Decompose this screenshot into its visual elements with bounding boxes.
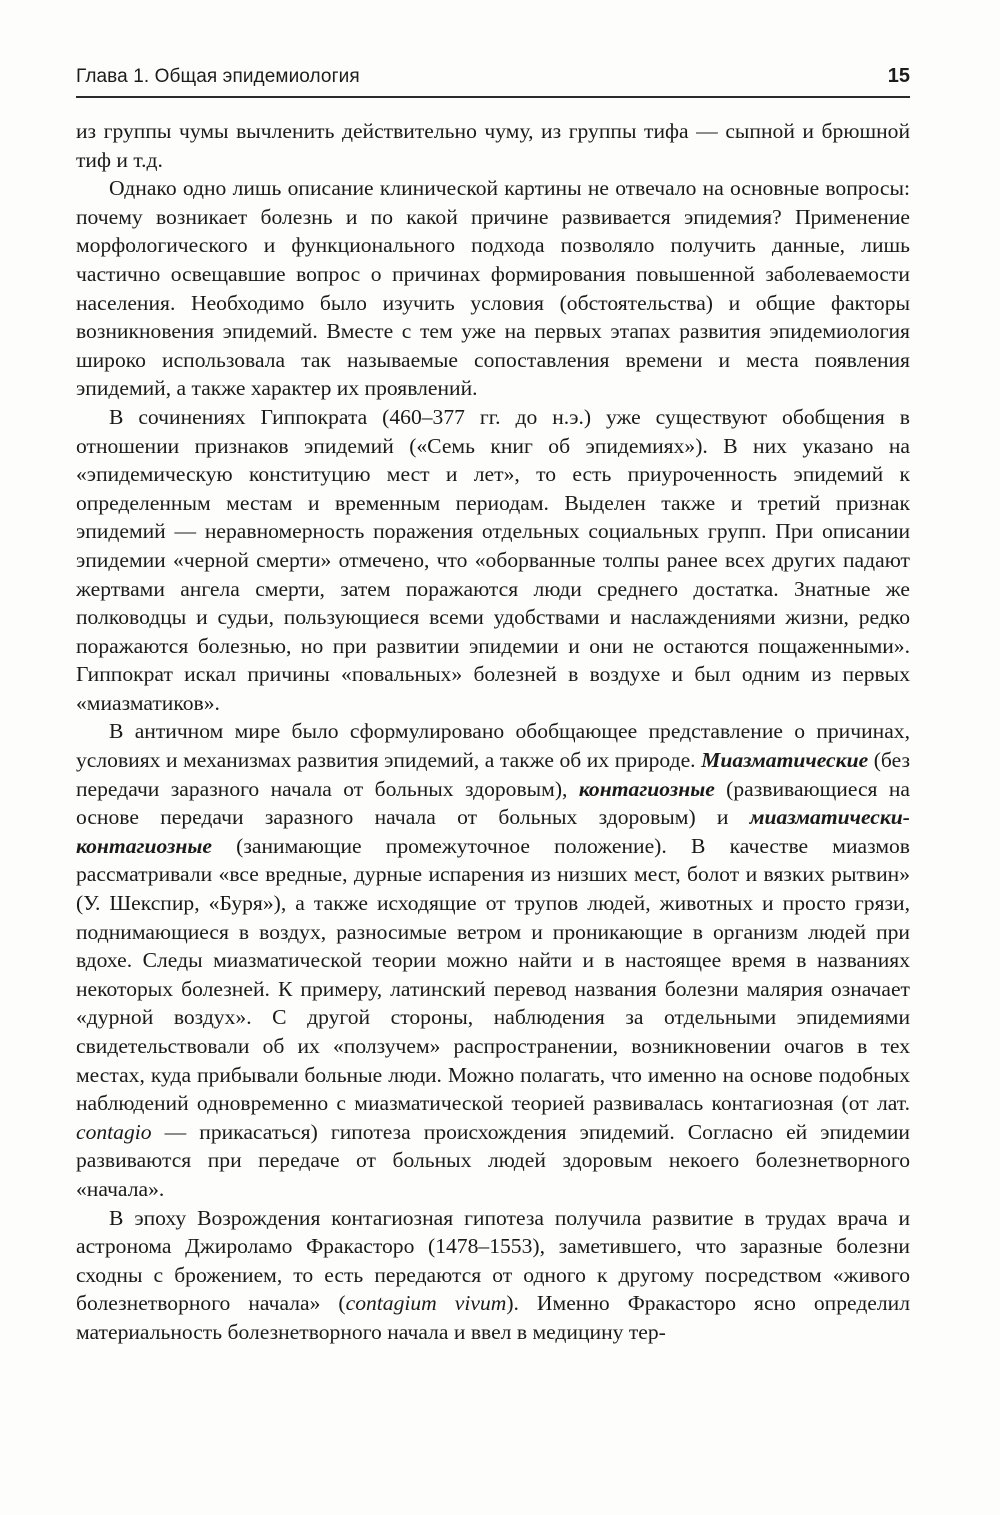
latin-term: contagio [76, 1119, 152, 1144]
body-text [76, 117, 910, 1347]
paragraph-renaissance [76, 1204, 910, 1347]
paragraph-text: В античном мире было сформулировано обобщающее представление о причинах, условиях и механизмах развития эпидемий, а также об их природе. [76, 719, 910, 773]
latin-term: contagium vivum [345, 1291, 507, 1316]
term-miasmatic-contagious: миазматически-контагиозные [76, 805, 910, 858]
paragraph-ancient-world [76, 717, 910, 1203]
chapter-title: Глава 1. Общая эпидемиология [76, 66, 360, 87]
term-miasmatic: Миазматические [701, 748, 869, 773]
paragraph-continuation: из группы чумы вычленить действительно чуму, из группы тифа — сыпной и брюшной тиф и т.д. [76, 119, 910, 172]
paragraph-text: В эпоху Возрождения контагиозная гипотеза получила развитие в трудах врача и астронома Джироламо Фракасторо (1478–1553), заметившего, что заразные болезни сходны с брожением, то есть передаются от одного к другому посредством «живого болезнетворного начала» ( [76, 1205, 910, 1316]
paragraph-text: (без передачи заразного начала от больных здоровым), [76, 748, 910, 801]
paragraph-text: (занимающие промежуточное положение). В качестве миазмов рассматривали «все вредные, дурные испарения из низших мест, болот и вязких рытвин» (У. Шекспир, «Буря»), а также исходящие от трупов людей, животных и просто грязи, поднимающиеся в воздух, разносимые ветром и проникающие в организм людей при вдохе. Следы миазматической теории можно найти и в настоящее время в названиях некоторых болезней. К примеру, латинский перевод названия болезни малярия означает «дурной воздух». С другой стороны, наблюдения за отдельными эпидемиями свидетельствовали об их «ползучем» распространении, возникновении очагов в тех местах, куда прибывали больные люди. Можно полагать, что именно на основе подобных наблюдений одновременно с миазматической теорией развивалась контагиозная (от лат. [76, 833, 910, 1116]
term-contagious: контагиозные [578, 776, 715, 801]
paragraph-clinical-picture: Однако одно лишь описание клинической картины не отвечало на основные вопросы: почему возникает болезнь и по какой причине развивается эпидемия? Применение морфологического и функционального подхода позволяло получить данные, лишь частично освещавшие вопрос о причинах формирования повышенной заболеваемости населения. Необходимо было изучить условия (обстоятельства) и общие факторы возникновения эпидемий. Вместе с тем уже на первых этапах развития эпидемиология широко использовала так называемые сопоставления времени и места появления эпидемий, а также характер их проявлений. [76, 176, 910, 401]
running-head [76, 62, 910, 98]
paragraph-text: (развивающиеся на основе передачи заразного начала от больных здоровым) и [76, 776, 910, 830]
paragraph-hippocrates: В сочинениях Гиппократа (460–377 гг. до н.э.) уже существуют обобщения в отношении признаков эпидемий («Семь книг об эпидемиях»). В них указано на «эпидемическую конституцию мест и лет», то есть приуроченность эпидемий к определенным местам и временным периодам. Выделен также и третий признак эпидемий — неравномерность поражения отдельных социальных групп. При описании эпидемии «черной смерти» отмечено, что «оборванные толпы ранее всех других падают жертвами ангела смерти, затем поражаются люди среднего достатка. Знатные же полководцы и судьи, пользующиеся всеми удобствами и наслаждениями жизни, редко поражаются болезнью, но при развитии эпидемии и они не остаются пощаженными». Гиппократ искал причины «повальных» болезней в воздухе и был одним из первых «миазматиков». [76, 404, 910, 715]
paragraph-text: — прикасаться) гипотеза происхождения эпидемий. Согласно ей эпидемии развиваются при передаче от больных людей здоровым некоего болезнетворного «начала». [76, 1119, 910, 1201]
paragraph-text: ). Именно Фракасторо ясно определил материальность болезнетворного начала и ввел в медицину тер- [76, 1291, 911, 1344]
page-number: 15 [887, 65, 910, 87]
